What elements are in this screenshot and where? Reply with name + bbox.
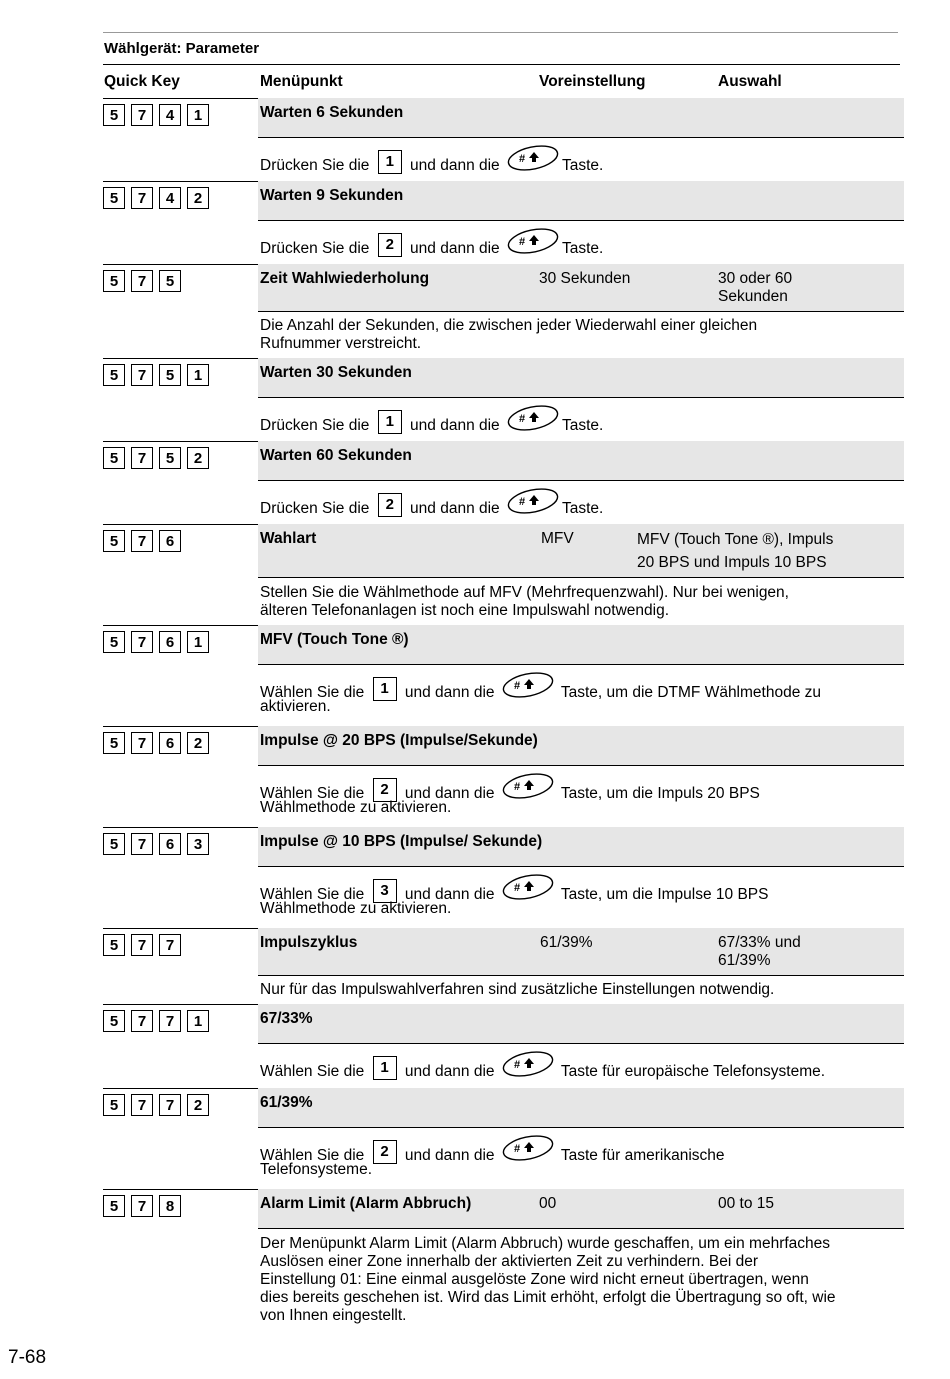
description-line: aktivieren. — [260, 698, 331, 715]
default-value: 00 — [539, 1195, 557, 1212]
choice-line: 30 oder 60 — [718, 270, 793, 287]
description-text: Wählen Sie die — [260, 1147, 369, 1164]
svg-text:#: # — [519, 413, 526, 425]
description-line: Auslösen einer Zone innerhalb der aktivierten Zeit zu verhindern. Bei der — [260, 1253, 758, 1270]
choice-line: Sekunden — [718, 288, 788, 305]
description-text: Wählen Sie die — [260, 1063, 369, 1080]
quick-key-sequence — [103, 530, 181, 552]
svg-text:#: # — [513, 1059, 520, 1071]
inline-key-cap: 1 — [378, 410, 402, 434]
key-cap: 1 — [187, 631, 209, 653]
hash-key-icon — [506, 144, 560, 172]
description-text: und dann die — [400, 1147, 499, 1164]
description-line: Einstellung 01: Eine einmal ausgelöste Zone wird nicht erneut übertragen, wenn — [260, 1271, 809, 1288]
table-row — [0, 441, 950, 524]
choice-line: 20 BPS und Impuls 10 BPS — [637, 554, 827, 571]
key-cap: 4 — [159, 104, 181, 126]
description-text: Drücken Sie die — [260, 417, 374, 434]
description-line: Die Anzahl der Sekunden, die zwischen jeder Wiederwahl einer gleichen — [260, 317, 758, 334]
menu-item-label: Impulse @ 10 BPS (Impulse/ Sekunde) — [260, 833, 543, 850]
table-row — [0, 181, 950, 264]
key-cap: 5 — [103, 447, 125, 469]
key-cap: 3 — [187, 833, 209, 855]
table-row — [0, 1088, 950, 1189]
menu-item-label: Warten 60 Sekunden — [260, 447, 412, 464]
hash-key-icon — [501, 671, 555, 699]
item-description — [260, 1235, 850, 1325]
key-cap: 2 — [187, 447, 209, 469]
description-line: Rufnummer verstreicht. — [260, 335, 422, 352]
description-line: dies bereits geschehen ist. Wird das Limit erhöht, erfolgt die Übertragung so oft, wie — [260, 1289, 836, 1306]
quick-key-sequence — [103, 187, 209, 209]
page-number: 7-68 — [8, 1347, 47, 1368]
description-line — [260, 144, 850, 175]
menu-item-label: Warten 6 Sekunden — [260, 104, 404, 121]
key-cap: 7 — [131, 833, 153, 855]
description-text: Taste. — [562, 500, 604, 517]
key-cap: 5 — [103, 631, 125, 653]
item-description — [260, 487, 850, 518]
table-row — [0, 625, 950, 726]
column-header-menu-item: Menüpunkt — [260, 73, 343, 90]
quick-key-sequence — [103, 104, 209, 126]
section-title: Wählgerät: Parameter — [104, 40, 260, 57]
menu-item-label: Impulse @ 20 BPS (Impulse/Sekunde) — [260, 732, 538, 749]
key-cap: 7 — [131, 104, 153, 126]
key-cap: 5 — [159, 270, 181, 292]
column-header-default: Voreinstellung — [539, 73, 646, 90]
description-text: Taste für europäische Telefonsysteme. — [556, 1063, 826, 1080]
description-line: älteren Telefonanlagen ist noch eine Impulswahl notwendig. — [260, 602, 670, 619]
item-description — [260, 404, 850, 435]
description-text: Taste. — [562, 240, 604, 257]
table-row — [0, 524, 950, 625]
inline-key-cap: 1 — [373, 677, 397, 701]
key-cap: 8 — [159, 1195, 181, 1217]
inline-key-cap: 2 — [373, 778, 397, 802]
key-cap: 6 — [159, 732, 181, 754]
menu-item-label: Wahlart — [260, 530, 317, 547]
quick-key-sequence — [103, 934, 181, 956]
default-value: 30 Sekunden — [539, 270, 631, 287]
key-cap: 5 — [103, 187, 125, 209]
inline-key-cap: 2 — [378, 233, 402, 257]
description-text: und dann die — [400, 1063, 499, 1080]
description-line — [260, 671, 850, 702]
key-cap: 5 — [103, 364, 125, 386]
row-title-band — [258, 1004, 904, 1044]
choice-values — [718, 270, 868, 306]
key-cap: 6 — [159, 631, 181, 653]
description-text: Taste für amerikanische — [556, 1147, 725, 1164]
inline-key-cap: 1 — [373, 1056, 397, 1080]
table-row — [0, 98, 950, 181]
key-cap: 2 — [187, 187, 209, 209]
description-line — [260, 487, 850, 518]
choice-values — [718, 1195, 868, 1213]
key-cap: 7 — [131, 934, 153, 956]
quick-key-sequence — [103, 1195, 181, 1217]
svg-text:#: # — [513, 680, 520, 692]
hash-key-icon — [506, 404, 560, 432]
key-cap: 7 — [131, 447, 153, 469]
description-text: Wählen Sie die — [260, 785, 369, 802]
menu-item-label: Alarm Limit (Alarm Abbruch) — [260, 1195, 472, 1212]
quick-key-sequence — [103, 732, 209, 754]
description-text: und dann die — [400, 886, 499, 903]
table-row — [0, 264, 950, 358]
svg-text:#: # — [519, 496, 526, 508]
key-cap: 5 — [103, 1010, 125, 1032]
choice-values — [718, 934, 868, 970]
item-description — [260, 227, 850, 258]
table-row — [0, 1004, 950, 1088]
description-text: Taste. — [562, 417, 604, 434]
table-row — [0, 358, 950, 441]
quick-key-sequence — [103, 833, 209, 855]
item-description — [260, 873, 850, 918]
column-header-quick-key: Quick Key — [104, 73, 180, 90]
svg-text:#: # — [519, 153, 526, 165]
description-text: und dann die — [400, 785, 499, 802]
description-text: Taste, um die Impuls 20 BPS — [556, 785, 760, 802]
quick-key-sequence — [103, 447, 209, 469]
key-cap: 7 — [159, 1094, 181, 1116]
description-text: und dann die — [405, 157, 504, 174]
hash-key-icon — [506, 227, 560, 255]
choice-line: 67/33% und — [718, 934, 801, 951]
description-line: Wählmethode zu aktivieren. — [260, 799, 452, 816]
item-description — [260, 1134, 850, 1179]
description-line: Telefonsysteme. — [260, 1161, 372, 1178]
description-line — [260, 1050, 850, 1081]
key-cap: 2 — [187, 1094, 209, 1116]
description-text: Wählen Sie die — [260, 684, 369, 701]
item-description — [260, 144, 850, 175]
choice-line: 61/39% — [718, 952, 771, 969]
description-line — [260, 404, 850, 435]
description-text: und dann die — [405, 500, 504, 517]
menu-item-label: MFV (Touch Tone ®) — [260, 631, 409, 648]
key-cap: 5 — [103, 104, 125, 126]
key-cap: 7 — [131, 1010, 153, 1032]
key-cap: 5 — [103, 732, 125, 754]
description-text: Drücken Sie die — [260, 500, 374, 517]
key-cap: 4 — [159, 187, 181, 209]
hash-key-icon — [501, 1050, 555, 1078]
inline-key-cap: 1 — [378, 150, 402, 174]
description-text: und dann die — [405, 240, 504, 257]
description-line: von Ihnen eingestellt. — [260, 1307, 407, 1324]
description-text: und dann die — [400, 684, 499, 701]
key-cap: 7 — [131, 631, 153, 653]
key-cap: 7 — [131, 187, 153, 209]
item-description — [260, 981, 850, 999]
description-line — [260, 227, 850, 258]
description-line: Der Menüpunkt Alarm Limit (Alarm Abbruch) wurde geschaffen, um ein mehrfaches — [260, 1235, 831, 1252]
key-cap: 5 — [103, 833, 125, 855]
key-cap: 5 — [103, 1094, 125, 1116]
menu-item-label: Warten 9 Sekunden — [260, 187, 404, 204]
description-text: Wählen Sie die — [260, 886, 369, 903]
inline-key-cap: 2 — [378, 493, 402, 517]
key-cap: 5 — [103, 270, 125, 292]
description-line: Wählmethode zu aktivieren. — [260, 900, 452, 917]
menu-item-label: 61/39% — [260, 1094, 313, 1111]
table-row — [0, 1189, 950, 1349]
menu-item-label: 67/33% — [260, 1010, 313, 1027]
menu-item-label: Impulszyklus — [260, 934, 358, 951]
svg-text:#: # — [513, 781, 520, 793]
key-cap: 7 — [131, 270, 153, 292]
key-cap: 5 — [159, 447, 181, 469]
item-description — [260, 584, 850, 620]
hash-key-icon — [506, 487, 560, 515]
key-cap: 7 — [131, 364, 153, 386]
row-title-band — [258, 1088, 904, 1128]
item-description — [260, 1050, 850, 1081]
choice-values — [637, 528, 897, 574]
svg-text:#: # — [519, 236, 526, 248]
description-line: Stellen Sie die Wählmethode auf MFV (Mehrfrequenzwahl). Nur bei wenigen, — [260, 584, 789, 601]
inline-key-cap: 3 — [373, 879, 397, 903]
item-description — [260, 671, 850, 716]
svg-text:#: # — [513, 1143, 520, 1155]
item-description — [260, 317, 850, 353]
quick-key-sequence — [103, 364, 209, 386]
choice-line: MFV (Touch Tone ®), Impuls — [637, 531, 834, 548]
quick-key-sequence — [103, 631, 209, 653]
key-cap: 7 — [131, 1195, 153, 1217]
column-header-choice: Auswahl — [718, 73, 782, 90]
key-cap: 1 — [187, 104, 209, 126]
hash-key-icon — [501, 1134, 555, 1162]
table-row — [0, 827, 950, 928]
key-cap: 7 — [159, 934, 181, 956]
key-cap: 5 — [103, 1195, 125, 1217]
key-cap: 7 — [131, 1094, 153, 1116]
key-cap: 5 — [159, 364, 181, 386]
description-text: Drücken Sie die — [260, 157, 374, 174]
key-cap: 7 — [131, 530, 153, 552]
quick-key-sequence — [103, 270, 181, 292]
key-cap: 7 — [131, 732, 153, 754]
key-cap: 2 — [187, 732, 209, 754]
default-value: 61/39% — [540, 934, 593, 951]
quick-key-sequence — [103, 1010, 209, 1032]
svg-text:#: # — [513, 882, 520, 894]
table-row — [0, 928, 950, 1004]
description-text: Taste, um die DTMF Wählmethode zu — [556, 684, 822, 701]
description-text: und dann die — [405, 417, 504, 434]
quick-key-sequence — [103, 1094, 209, 1116]
item-description — [260, 772, 850, 817]
choice-line: 00 to 15 — [718, 1195, 775, 1212]
key-cap: 7 — [159, 1010, 181, 1032]
key-cap: 1 — [187, 364, 209, 386]
menu-item-label: Zeit Wahlwiederholung — [260, 270, 430, 287]
key-cap: 6 — [159, 833, 181, 855]
inline-key-cap: 2 — [373, 1140, 397, 1164]
hash-key-icon — [501, 873, 555, 901]
table-row — [0, 726, 950, 827]
description-text: Taste. — [562, 157, 604, 174]
key-cap: 1 — [187, 1010, 209, 1032]
description-text: Drücken Sie die — [260, 240, 374, 257]
description-text: Taste, um die Impulse 10 BPS — [556, 886, 769, 903]
description-line: Nur für das Impulswahlverfahren sind zusätzliche Einstellungen notwendig. — [260, 981, 775, 998]
menu-item-label: Warten 30 Sekunden — [260, 364, 412, 381]
key-cap: 6 — [159, 530, 181, 552]
hash-key-icon — [501, 772, 555, 800]
key-cap: 5 — [103, 530, 125, 552]
default-value: MFV — [541, 530, 574, 547]
key-cap: 5 — [103, 934, 125, 956]
